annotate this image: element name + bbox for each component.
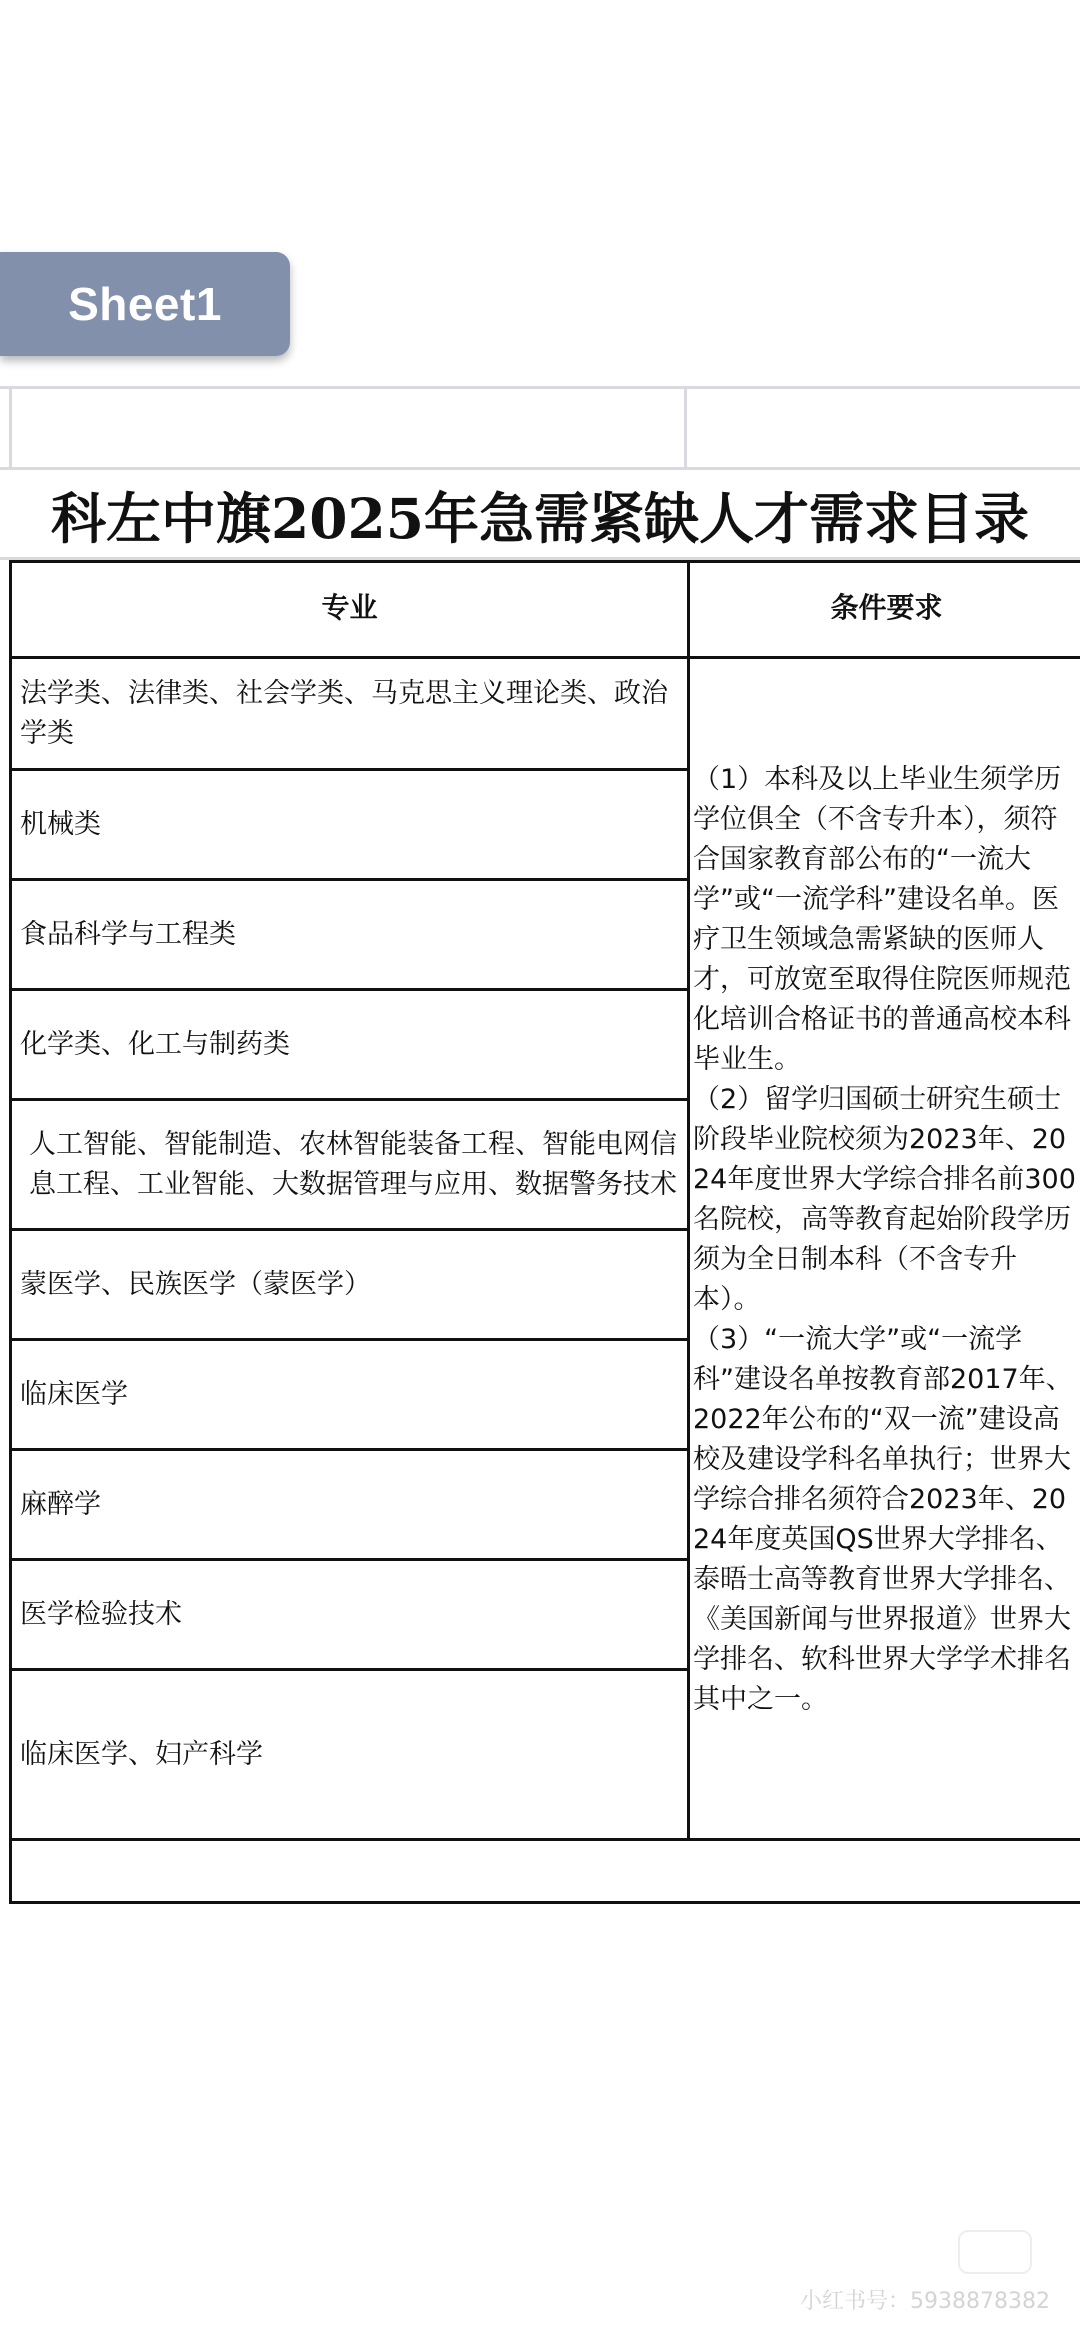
major-cell[interactable]: 法学类、法律类、社会学类、马克思主义理论类、政治学类 bbox=[20, 677, 668, 749]
major-cell[interactable]: 临床医学、妇产科学 bbox=[20, 1738, 263, 1770]
major-cell[interactable]: 蒙医学、民族医学（蒙医学） bbox=[20, 1268, 371, 1300]
sheet-tab-label: Sheet1 bbox=[68, 278, 222, 330]
watermark-text: 小红书号：5938878382 bbox=[800, 2289, 1050, 2314]
sheet-tab-sheet1[interactable] bbox=[0, 252, 290, 356]
requirements-cell[interactable]: （1）本科及以上毕业生须学历学位俱全（不含专升本），须符合国家教育部公布的“一流大学”或“一流学科”建设名单。医疗卫生领域急需紧缺的医师人才，可放宽至取得住院医师规范化培训合格证书的普通高校本科毕业生。 （2）留学归国硕士研究生硕士阶段毕业院校须为2023年、2024年度世界大学综合排名前300名院校，高等教育起始阶段学历须为全日制本科（不含专升本）。 （3）“一流大学”或“一流学科”建设名单按教育部2017年、2022年公布的“双一流”建设高校及建设学科名单执行；世界大学综合排名须符合2023年、2024年度英国QS世界大学排名、泰晤士高等教育世界大学排名、《美国新闻与世界报道》世界大学排名、软科世界大学学术排名其中之一。 bbox=[693, 764, 1076, 1715]
header-major[interactable]: 专业 bbox=[321, 591, 378, 624]
empty-grid-row bbox=[9, 1838, 1080, 1904]
watermark-logo-icon bbox=[958, 2230, 1032, 2274]
sheet-title: 科左中旗2025年急需紧缺人才需求目录 bbox=[0, 472, 1080, 560]
major-cell[interactable]: 临床医学 bbox=[20, 1378, 128, 1410]
major-cell[interactable]: 人工智能、智能制造、农林智能装备工程、智能电网信息工程、工业智能、大数据管理与应用、数据警务技术 bbox=[29, 1128, 677, 1200]
major-cell[interactable]: 化学类、化工与制药类 bbox=[20, 1028, 290, 1060]
major-cell[interactable]: 麻醉学 bbox=[20, 1488, 101, 1520]
major-cell[interactable]: 医学检验技术 bbox=[20, 1598, 182, 1630]
column-divider bbox=[687, 560, 690, 1838]
major-cell[interactable]: 机械类 bbox=[20, 808, 101, 840]
row-divider bbox=[12, 560, 1080, 563]
grid-line bbox=[684, 389, 687, 467]
talent-table bbox=[9, 560, 1080, 1838]
grid-line bbox=[9, 389, 12, 467]
major-cell[interactable]: 食品科学与工程类 bbox=[20, 918, 236, 950]
empty-grid-row bbox=[0, 386, 1080, 470]
header-requirements[interactable]: 条件要求 bbox=[830, 591, 943, 624]
